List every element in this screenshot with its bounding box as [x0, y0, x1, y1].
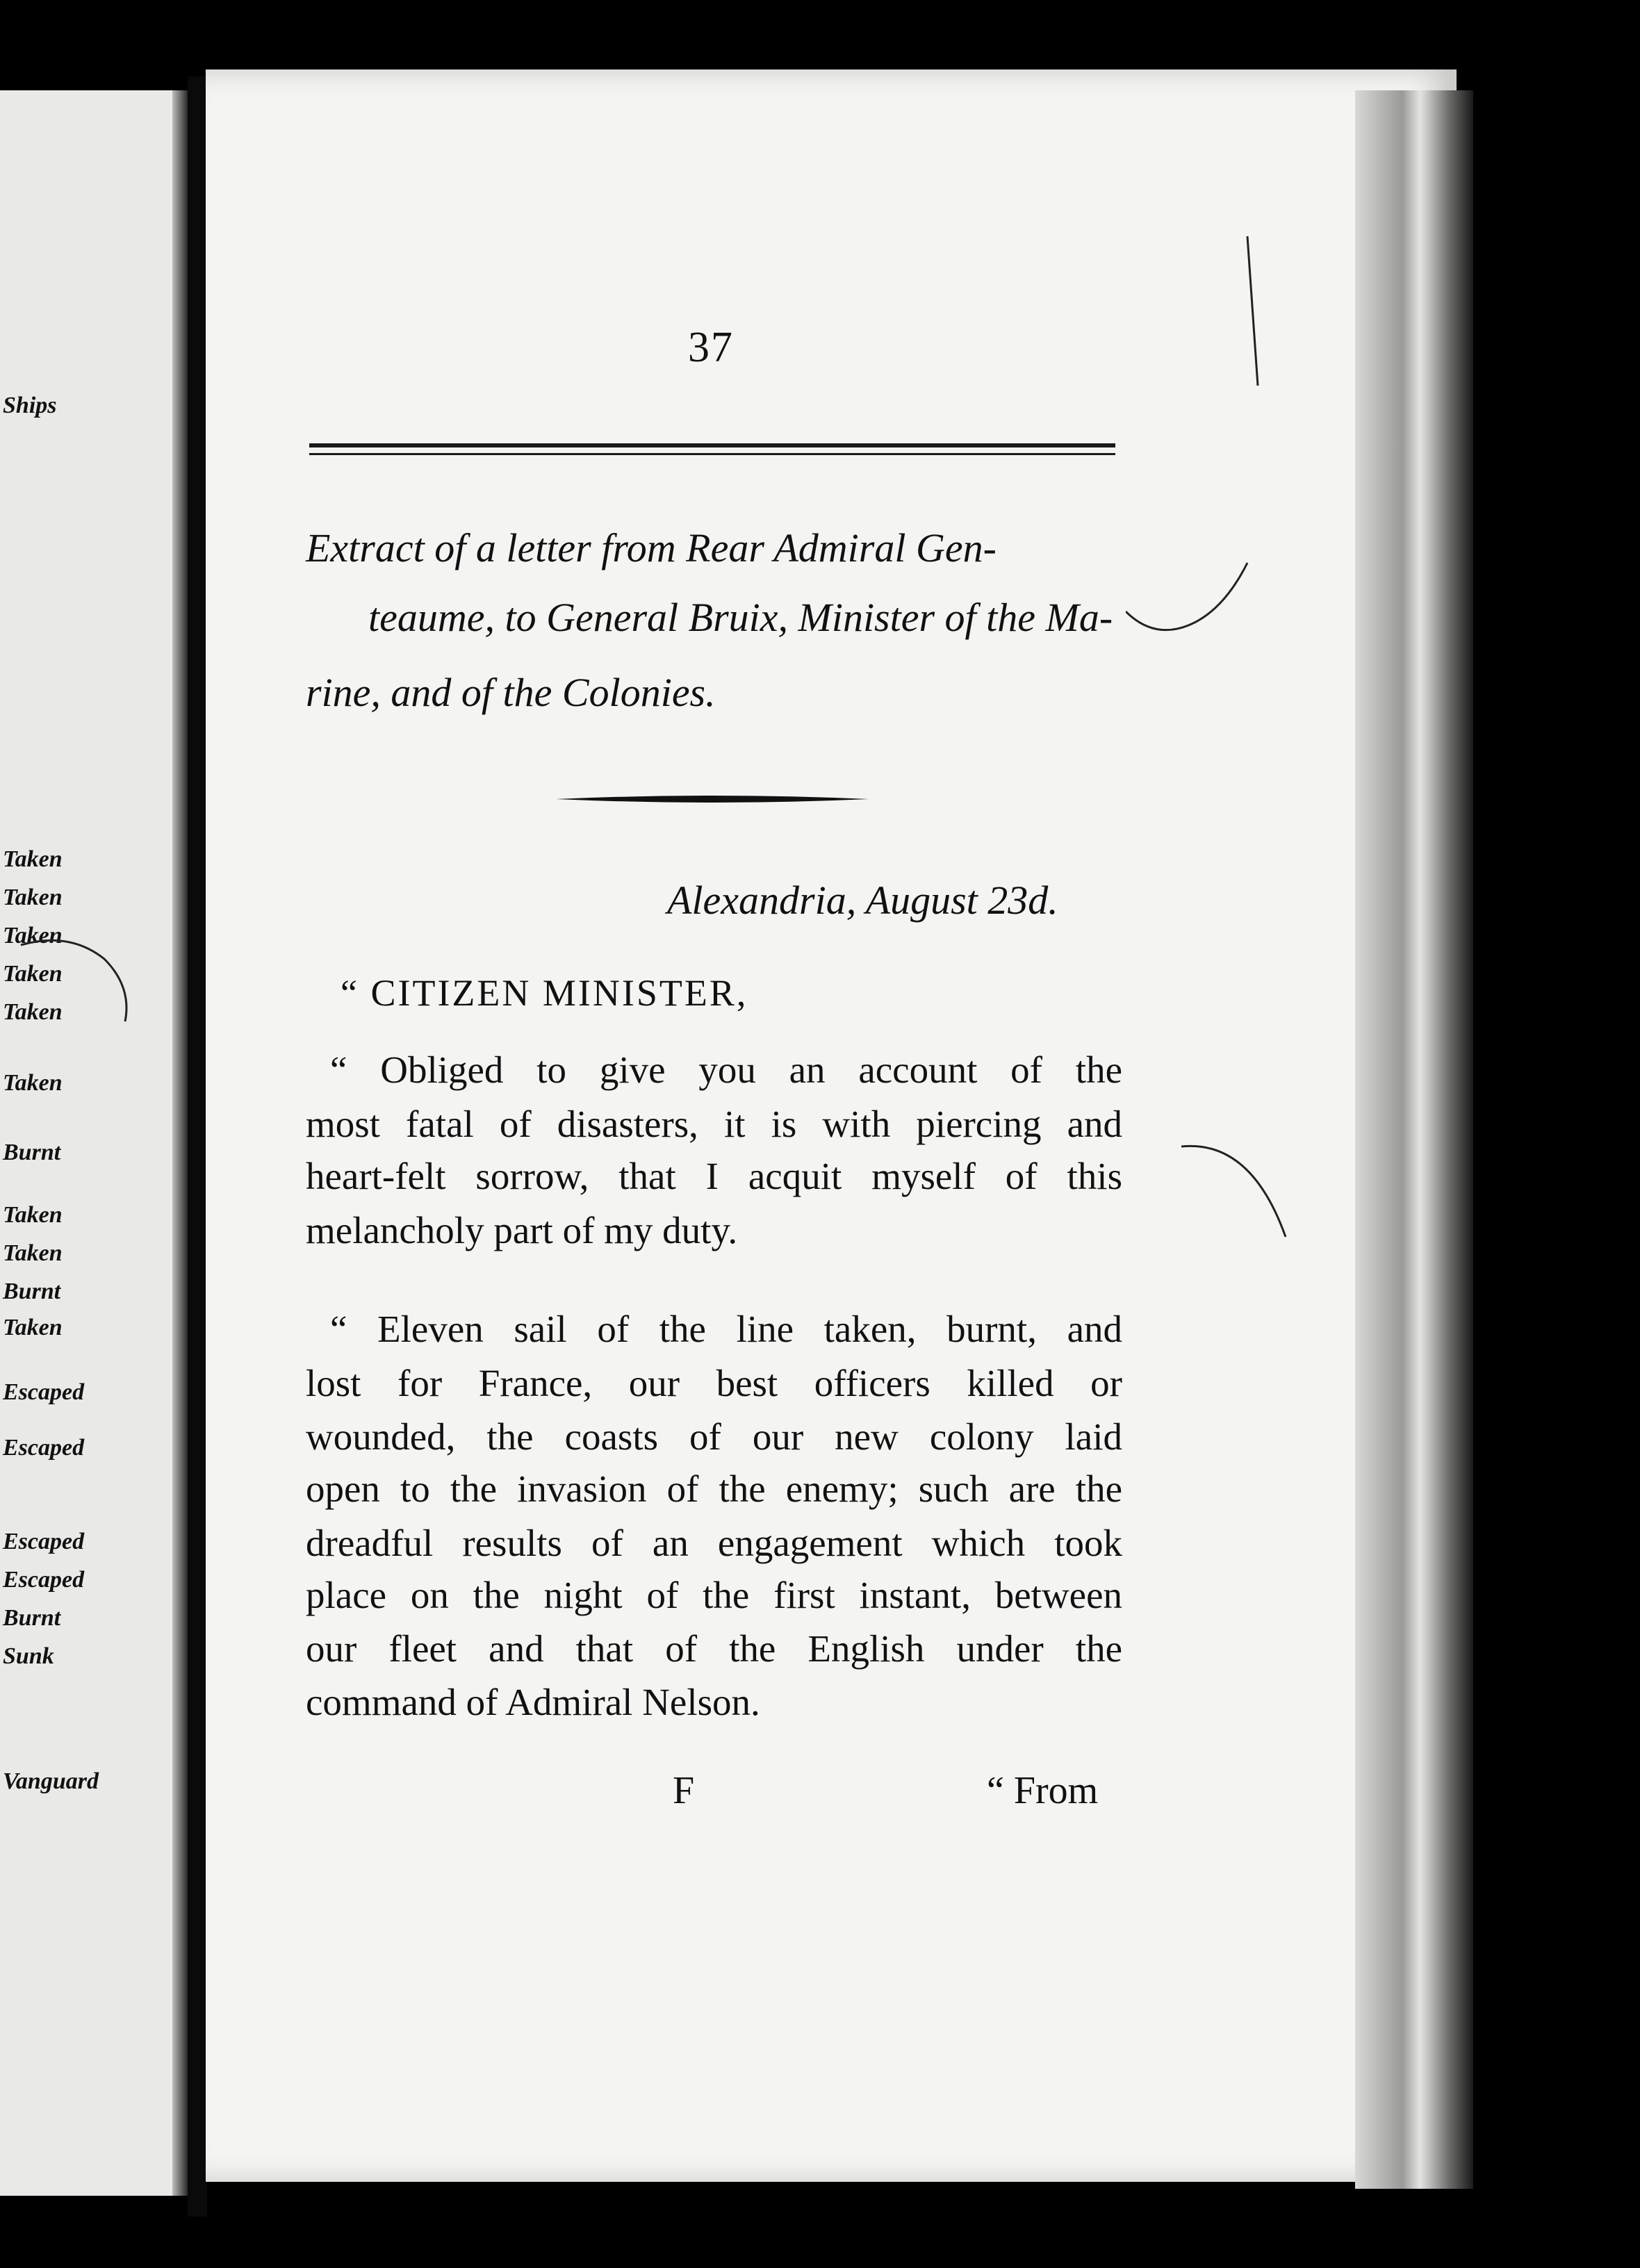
- margin-word: Vanguard: [3, 1768, 99, 1794]
- margin-word: Taken: [3, 1315, 63, 1340]
- paragraph-line: open to the invasion of the enemy; such are the: [306, 1468, 1122, 1510]
- margin-word: Burnt: [3, 1140, 61, 1165]
- margin-word: Taken: [3, 1202, 63, 1228]
- paragraph-line: place on the night of the first instant, between: [306, 1574, 1122, 1616]
- page-edge: [1355, 90, 1473, 2189]
- signature-mark: F: [673, 1769, 695, 1812]
- margin-word: Escaped: [3, 1435, 85, 1461]
- pen-mark: [14, 931, 132, 1028]
- pen-mark: [1244, 236, 1265, 389]
- margin-word: Escaped: [3, 1567, 85, 1593]
- paragraph-line: dreadful results of an engagement which took: [306, 1522, 1122, 1564]
- dateline: Alexandria, August 23d.: [667, 878, 1058, 923]
- header-rule-thin: [309, 453, 1115, 455]
- paragraph-line: melancholy part of my duty.: [306, 1209, 738, 1251]
- paragraph-line: heart-felt sorrow, that I acquit myself of this: [306, 1155, 1122, 1197]
- paragraph-line: command of Admiral Nelson.: [306, 1681, 760, 1723]
- heading-line: rine, and of the Colonies.: [306, 670, 716, 715]
- margin-word: Sunk: [3, 1643, 54, 1669]
- margin-word: Escaped: [3, 1379, 85, 1405]
- header-rule: [309, 443, 1115, 447]
- paragraph-line: wounded, the coasts of our new colony laid: [306, 1415, 1122, 1458]
- book-spine: [188, 76, 207, 2217]
- pen-mark: [1181, 1140, 1293, 1244]
- left-facing-page: [0, 90, 188, 2196]
- margin-word: Escaped: [3, 1529, 85, 1554]
- salutation: “ CITIZEN MINISTER,: [341, 972, 748, 1014]
- paragraph-line: our fleet and that of the English under the: [306, 1627, 1122, 1670]
- margin-word: Taken: [3, 846, 63, 872]
- page-gutter: [172, 90, 188, 2196]
- margin-word: Taken: [3, 923, 63, 948]
- pen-mark: [1126, 556, 1251, 639]
- paragraph-line: lost for France, our best officers killed or: [306, 1362, 1122, 1404]
- page-number: 37: [688, 324, 734, 371]
- margin-word: Burnt: [3, 1605, 61, 1631]
- margin-word: Taken: [3, 999, 63, 1025]
- margin-word: Taken: [3, 1240, 63, 1266]
- heading-line: Extract of a letter from Rear Admiral Gen-: [306, 525, 997, 570]
- margin-word: Taken: [3, 961, 63, 987]
- catchword: “ From: [987, 1769, 1099, 1812]
- margin-word: Taken: [3, 1070, 63, 1096]
- paragraph-line: “ Eleven sail of the line taken, burnt, and: [330, 1308, 1122, 1350]
- margin-word: Ships: [3, 393, 57, 418]
- margin-word: Taken: [3, 885, 63, 910]
- paragraph-line: most fatal of disasters, it is with piercing and: [306, 1103, 1122, 1145]
- heading-line: teaume, to General Bruix, Minister of the Ma-: [368, 595, 1113, 640]
- paragraph-line: “ Obliged to give you an account of the: [330, 1049, 1122, 1091]
- ornament-rule: [556, 794, 869, 805]
- margin-word: Burnt: [3, 1279, 61, 1304]
